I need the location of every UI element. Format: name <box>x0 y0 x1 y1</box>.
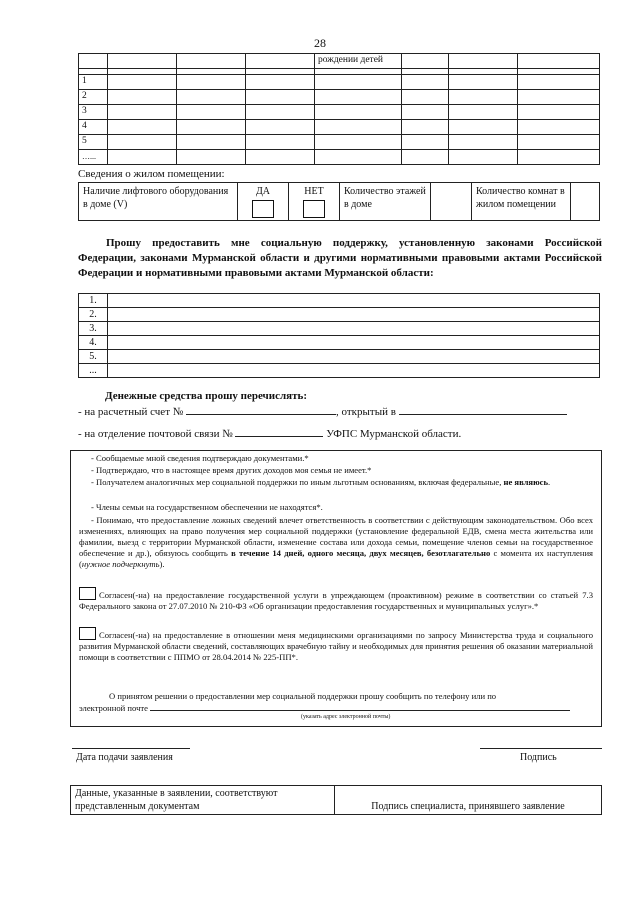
bank-field[interactable] <box>399 414 567 415</box>
declaration-bold: в течение 14 дней, одного месяца, двух месяцев, безотлагательно <box>231 548 491 558</box>
consent-text: Согласен(-на) на предоставление в отношении меня медицинскими организациями по запросу Министерства труда и социального развития Мурманской области сведений, составляющих врачебную тайну и необходимых для принятия решения об оказании материальной помощи в соответствии с ППМО от 28.04.2014 № 225-ПП*. <box>79 630 593 662</box>
no-label: НЕТ <box>304 186 324 197</box>
support-cell[interactable] <box>108 308 600 322</box>
table-row <box>79 120 600 135</box>
post-prefix: - на отделение почтовой связи № <box>78 428 233 440</box>
declaration-line: - Подтверждаю, что в настоящее время других доходов моя семья не имеет.* <box>91 465 372 475</box>
consent-1 <box>79 587 593 612</box>
page-number: 28 <box>314 36 326 50</box>
row-number: 4 <box>79 120 108 135</box>
declaration-text: - Получателем аналогичных мер социальной поддержки по иным льготным основаниям, включая федеральные, <box>91 477 502 487</box>
row-number: 2. <box>79 308 108 322</box>
account-prefix: - на расчетный счет № <box>78 406 184 418</box>
table-row <box>79 364 600 378</box>
table-row <box>79 183 600 221</box>
lift-label: Наличие лифтового оборудования в доме (V) <box>79 183 238 221</box>
table-row <box>79 90 600 105</box>
row-number: 3. <box>79 322 108 336</box>
consent-text: Согласен(-на) на предоставление государственной услуги в упреждающем (проактивном) режиме в соответствии со статьей 7.3 Федерального закона от 27.07.2010 № 210-ФЗ «Об организации предоставления государственных и муниципальных услуг».* <box>79 590 593 611</box>
table-row <box>79 350 600 364</box>
rooms-value[interactable] <box>571 183 600 221</box>
row-number: 4. <box>79 336 108 350</box>
yes-label: ДА <box>255 186 271 197</box>
floors-value[interactable] <box>431 183 472 221</box>
table-row <box>79 322 600 336</box>
row-number: ... <box>79 364 108 378</box>
request-text: Прошу предоставить мне социальную поддержку, установленную законами Российской Федерации, законами Мурманской области и другими нормативными правовыми актами Российской Федерации и нормативными правовыми актами Мурманской области: <box>78 237 602 279</box>
floors-label: Количество этажей в доме <box>340 183 431 221</box>
table-row <box>79 135 600 150</box>
support-cell[interactable] <box>108 322 600 336</box>
yes-checkbox[interactable] <box>252 200 274 218</box>
no-checkbox[interactable] <box>303 200 325 218</box>
row-number: 1. <box>79 294 108 308</box>
declaration-line: - Члены семьи на государственном обеспечении не находятся*. <box>91 502 323 512</box>
post-line <box>78 428 461 440</box>
support-cell[interactable] <box>108 336 600 350</box>
table-row <box>79 105 600 120</box>
declaration-line: - Сообщаемые мной сведения подтверждаю документами.* <box>91 453 309 463</box>
declaration-text: ). <box>159 559 165 569</box>
date-field[interactable] <box>72 748 190 749</box>
consent-2-checkbox[interactable] <box>79 627 96 640</box>
email-line <box>79 703 593 714</box>
email-field[interactable] <box>150 710 570 711</box>
support-cell[interactable] <box>108 294 600 308</box>
header-fragment: рождении детей <box>315 54 402 69</box>
post-suffix: УФПС Мурманской области. <box>326 428 462 440</box>
signature-field[interactable] <box>480 748 602 749</box>
housing-table <box>78 182 600 221</box>
row-number: 5. <box>79 350 108 364</box>
declaration-line <box>79 515 593 570</box>
row-number: 1 <box>79 75 108 90</box>
verification-left: Данные, указанные в заявлении, соответствуют представленным документам <box>71 786 335 815</box>
rooms-label: Количество комнат в жилом помещении <box>472 183 571 221</box>
email-hint: (указать адрес электронной почты) <box>301 714 391 720</box>
table-row <box>71 786 602 815</box>
row-number: …... <box>79 150 108 165</box>
declarations-frame <box>70 450 602 727</box>
notify-text: О принятом решении о предоставлении мер социальной поддержки прошу сообщить по телефону или по <box>109 691 497 701</box>
signature-label: Подпись <box>520 752 557 763</box>
declaration-bold: не являюсь <box>503 477 549 487</box>
consent-2 <box>79 627 593 663</box>
payment-heading: Денежные средства прошу перечислять: <box>105 390 307 402</box>
support-table <box>78 293 600 378</box>
table-row <box>79 54 600 69</box>
email-label: электронной почте <box>79 703 148 713</box>
declaration-text: с момента их наступления ( <box>79 548 593 569</box>
row-number: 3 <box>79 105 108 120</box>
post-office-field[interactable] <box>235 436 323 437</box>
housing-heading: Сведения о жилом помещении: <box>78 168 225 180</box>
children-table <box>78 53 600 165</box>
verification-right: Подпись специалиста, принявшего заявление <box>335 786 602 815</box>
declaration-italic: нужное подчеркнуть <box>81 559 160 569</box>
table-row <box>79 294 600 308</box>
table-row <box>79 150 600 165</box>
table-row <box>79 75 600 90</box>
date-label: Дата подачи заявления <box>76 752 173 763</box>
verification-table <box>70 785 602 815</box>
consent-1-checkbox[interactable] <box>79 587 96 600</box>
row-number: 2 <box>79 90 108 105</box>
row-number: 5 <box>79 135 108 150</box>
declaration-line: - Получателем аналогичных мер социальной поддержки по иным льготным основаниям, включая федеральные, не являюсь. <box>91 477 551 487</box>
support-cell[interactable] <box>108 364 600 378</box>
declaration-text: - Понимаю, что предоставление ложных сведений влечет ответственность в соответствии с действующим законодательством. Обо всех изменениях, влияющих на право получения мер социальной поддержки (установление федеральной ЕДВ, смена места жительства или фамилии, выезд с территории Мурманской области, изменение состава или дохода семьи, помещение членов семьи на государственное обеспечение и др.), обязуюсь сообщить <box>79 515 593 558</box>
support-cell[interactable] <box>108 350 600 364</box>
account-mid: , открытый в <box>336 406 396 418</box>
account-line <box>78 406 567 418</box>
table-row <box>79 308 600 322</box>
account-number-field[interactable] <box>186 414 336 415</box>
table-row <box>79 336 600 350</box>
